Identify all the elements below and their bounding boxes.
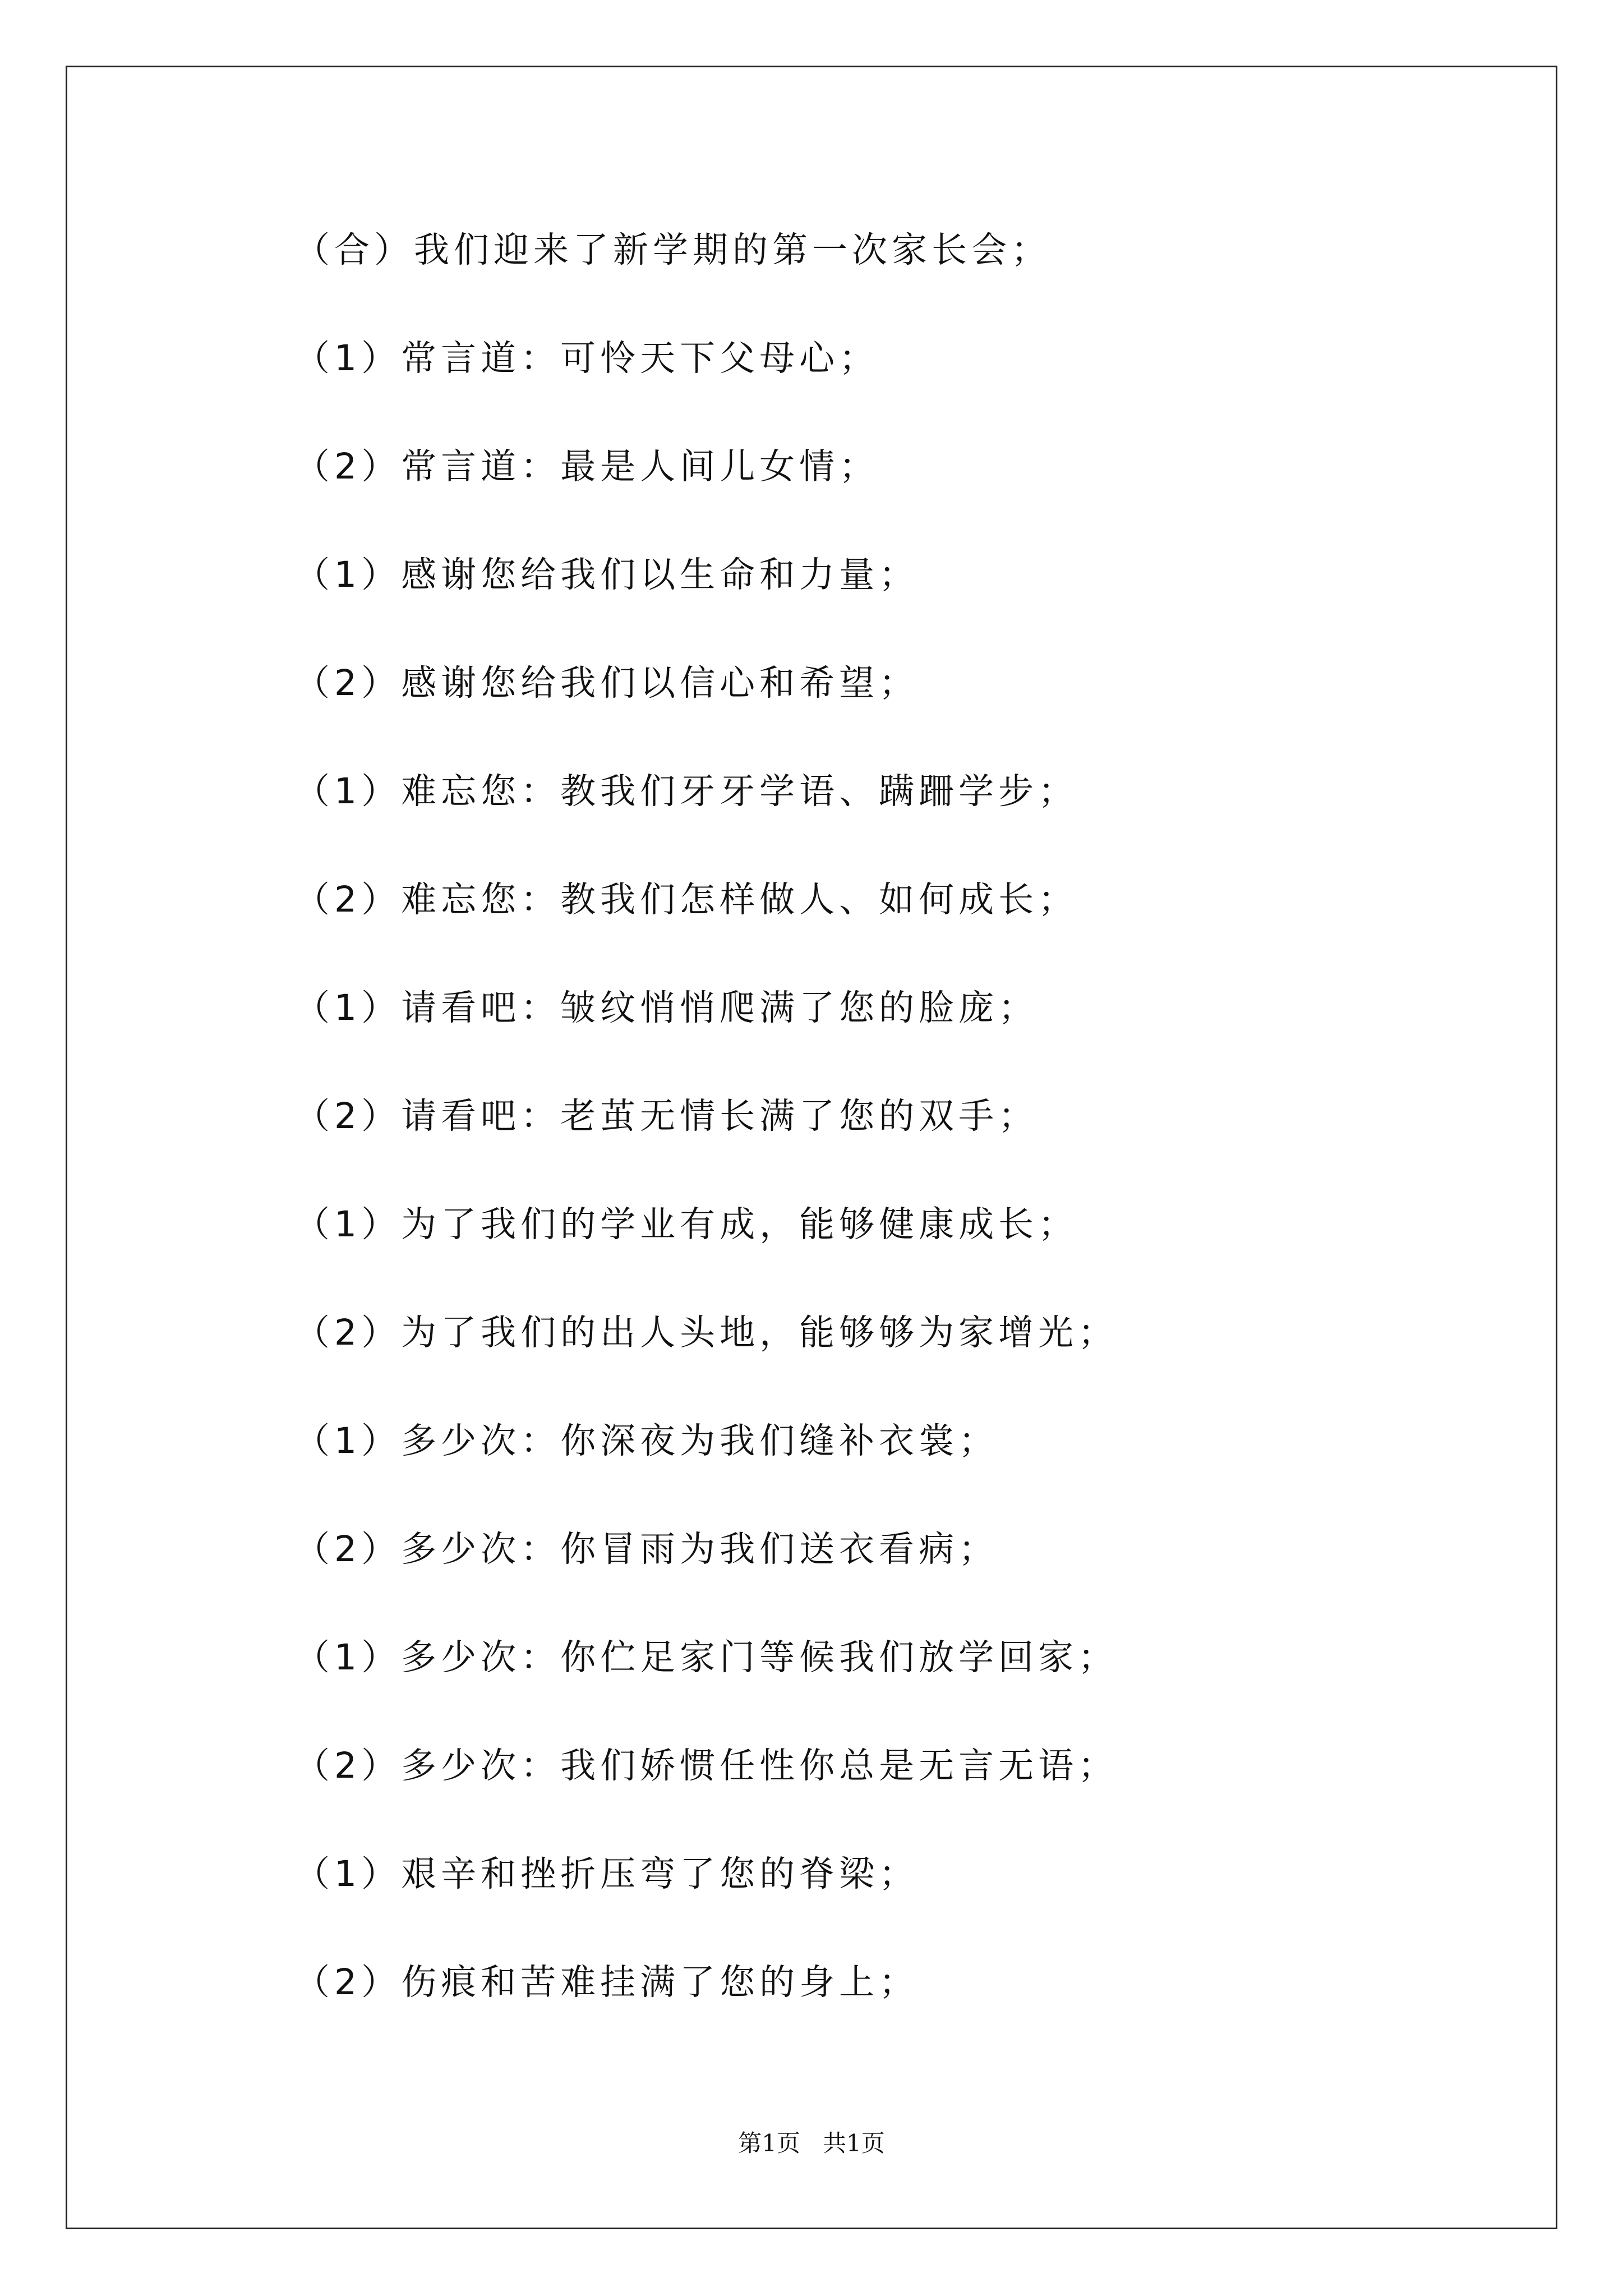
page-footer: 第1页 共1页 <box>738 2129 885 2157</box>
text-line: （1）为了我们的学业有成，能够健康成长； <box>294 1204 1078 1245</box>
text-line: （2）多少次：我们娇惯任性你总是无言无语； <box>294 1745 1118 1786</box>
text-line: （1）难忘您：教我们牙牙学语、蹒跚学步； <box>294 771 1078 812</box>
text-line: （2）常言道：最是人间儿女情； <box>294 446 879 487</box>
text-line: （2）伤痕和苦难挂满了您的身上； <box>294 1962 919 2003</box>
text-line: （2）请看吧：老茧无情长满了您的双手； <box>294 1096 1039 1137</box>
text-line: （2）为了我们的出人头地，能够够为家增光； <box>294 1312 1118 1353</box>
text-line: （1）艰辛和挫折压弯了您的脊梁； <box>294 1853 919 1894</box>
text-line: （2）难忘您：教我们怎样做人、如何成长； <box>294 879 1078 920</box>
text-line: （1）感谢您给我们以生命和力量； <box>294 554 919 595</box>
text-line: （2）多少次：你冒雨为我们送衣看病； <box>294 1529 999 1570</box>
text-line: （1）常言道：可怜天下父母心； <box>294 338 879 379</box>
text-line: （1）多少次：你深夜为我们缝补衣裳； <box>294 1420 999 1461</box>
document-body <box>294 224 1472 2065</box>
text-line: （1）多少次：你伫足家门等候我们放学回家； <box>294 1637 1118 1678</box>
text-line: （2）感谢您给我们以信心和希望； <box>294 662 919 703</box>
text-line: （1）请看吧：皱纹悄悄爬满了您的脸庞； <box>294 987 1039 1028</box>
text-line: （合）我们迎来了新学期的第一次家长会； <box>294 229 1051 270</box>
